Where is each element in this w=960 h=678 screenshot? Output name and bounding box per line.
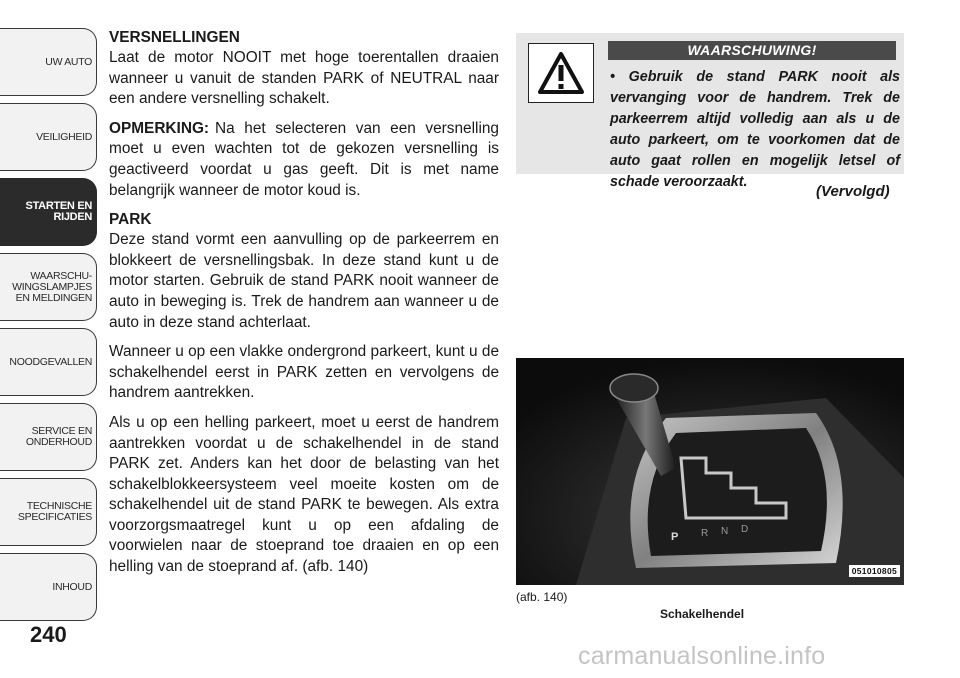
tab-label: SERVICE EN ONDERHOUD bbox=[25, 425, 92, 448]
gate-letter-d: D bbox=[741, 524, 749, 535]
paragraph-flat-ground: Wanneer u op een vlakke ondergrond parkeert, kunt u de schakelhendel eerst in PARK zetten en vervolgens de handrem aantrekken. bbox=[109, 343, 499, 402]
tab-service-en-onderhoud[interactable] bbox=[0, 403, 97, 471]
tab-veiligheid[interactable] bbox=[0, 103, 97, 171]
figure-code: 051010805 bbox=[849, 565, 900, 577]
paragraph-park: Deze stand vormt een aanvulling op de parkeerrem en blokkeert de versnellingsbak. In deze stand kunt u de motor starten. Gebruik de stand PARK nooit wanneer de auto in beweging is. Trek de handrem aan wanneer u de auto in deze stand achterlaat. bbox=[109, 231, 499, 331]
tab-noodgevallen[interactable] bbox=[0, 328, 97, 396]
figure-caption: Schakelhendel bbox=[660, 607, 745, 621]
tab-technische-specificaties[interactable] bbox=[0, 478, 97, 546]
tab-label: STARTEN EN RIJDEN bbox=[25, 200, 92, 223]
paragraph-slope: Als u op een helling parkeert, moet u eerst de handrem aantrekken voordat u de schakelhendel in de stand PARK zet. Anders kan het door de belasting van het schakelblokkeersysteem veel moeite kosten om de schakelhendel uit de stand PARK te bewegen. Als extra voorzorgsmaatregel kunt u op een afdaling de voorwielen naar de stoeprand toe draaien en op een helling van de stoeprand af. (afb. 140) bbox=[109, 413, 499, 576]
tab-label: VEILIGHEID bbox=[36, 130, 92, 143]
tab-waarschuwingslampjes[interactable] bbox=[0, 253, 97, 321]
gate-letter-n: N bbox=[721, 526, 729, 537]
note-text: Na het selecteren van een versnelling moet u even wachten tot de gekozen versnelling is geactiveerd voordat u gas geeft. Dit is met name belangrijk wanneer de motor koud is. bbox=[109, 119, 499, 199]
warning-text bbox=[520, 67, 900, 193]
note-paragraph bbox=[109, 119, 499, 201]
tab-label: INHOUD bbox=[52, 580, 92, 593]
gate-letter-r: R bbox=[701, 528, 709, 539]
tab-uw-auto[interactable] bbox=[0, 28, 97, 96]
note-label: OPMERKING: bbox=[109, 119, 210, 137]
gate-letter-p: P bbox=[671, 531, 679, 543]
tab-inhoud[interactable] bbox=[0, 553, 97, 621]
heading-versnellingen: VERSNELLINGEN bbox=[109, 29, 240, 46]
warning-body: Gebruik de stand PARK nooit als vervanging voor de handrem. Trek de parkeerrem altijd volledig aan als u de auto parkeert, om te voorkomen dat de auto gaat rollen en mogelijk letsel of schade veroorzaakt. bbox=[610, 69, 900, 190]
warning-bullet: • bbox=[610, 69, 616, 85]
warning-title: WAARSCHUWING! bbox=[608, 41, 896, 60]
gear-lever-photo bbox=[516, 358, 904, 585]
figure-reference: (afb. 140) bbox=[516, 590, 568, 604]
continued-label: (Vervolgd) bbox=[816, 183, 890, 200]
heading-park: PARK bbox=[109, 211, 152, 229]
page-number: 240 bbox=[30, 622, 67, 647]
tab-starten-en-rijden[interactable] bbox=[0, 178, 97, 246]
main-text-column bbox=[109, 28, 499, 578]
paragraph-versnellingen: Laat de motor NOOIT met hoge toerentallen draaien wanneer u vanuit de standen PARK of NEUTRAL naar een andere versnelling schakelt. bbox=[109, 49, 499, 108]
watermark: carmanualsonline.info bbox=[578, 642, 826, 670]
tab-label: TECHNISCHE SPECIFICATIES bbox=[17, 500, 92, 523]
tab-label: NOODGEVALLEN bbox=[9, 355, 92, 368]
tab-label: WAARSCHU- WINGSLAMPJES EN MELDINGEN bbox=[12, 269, 92, 304]
tab-label: UW AUTO bbox=[45, 55, 92, 68]
warning-box bbox=[516, 33, 904, 190]
